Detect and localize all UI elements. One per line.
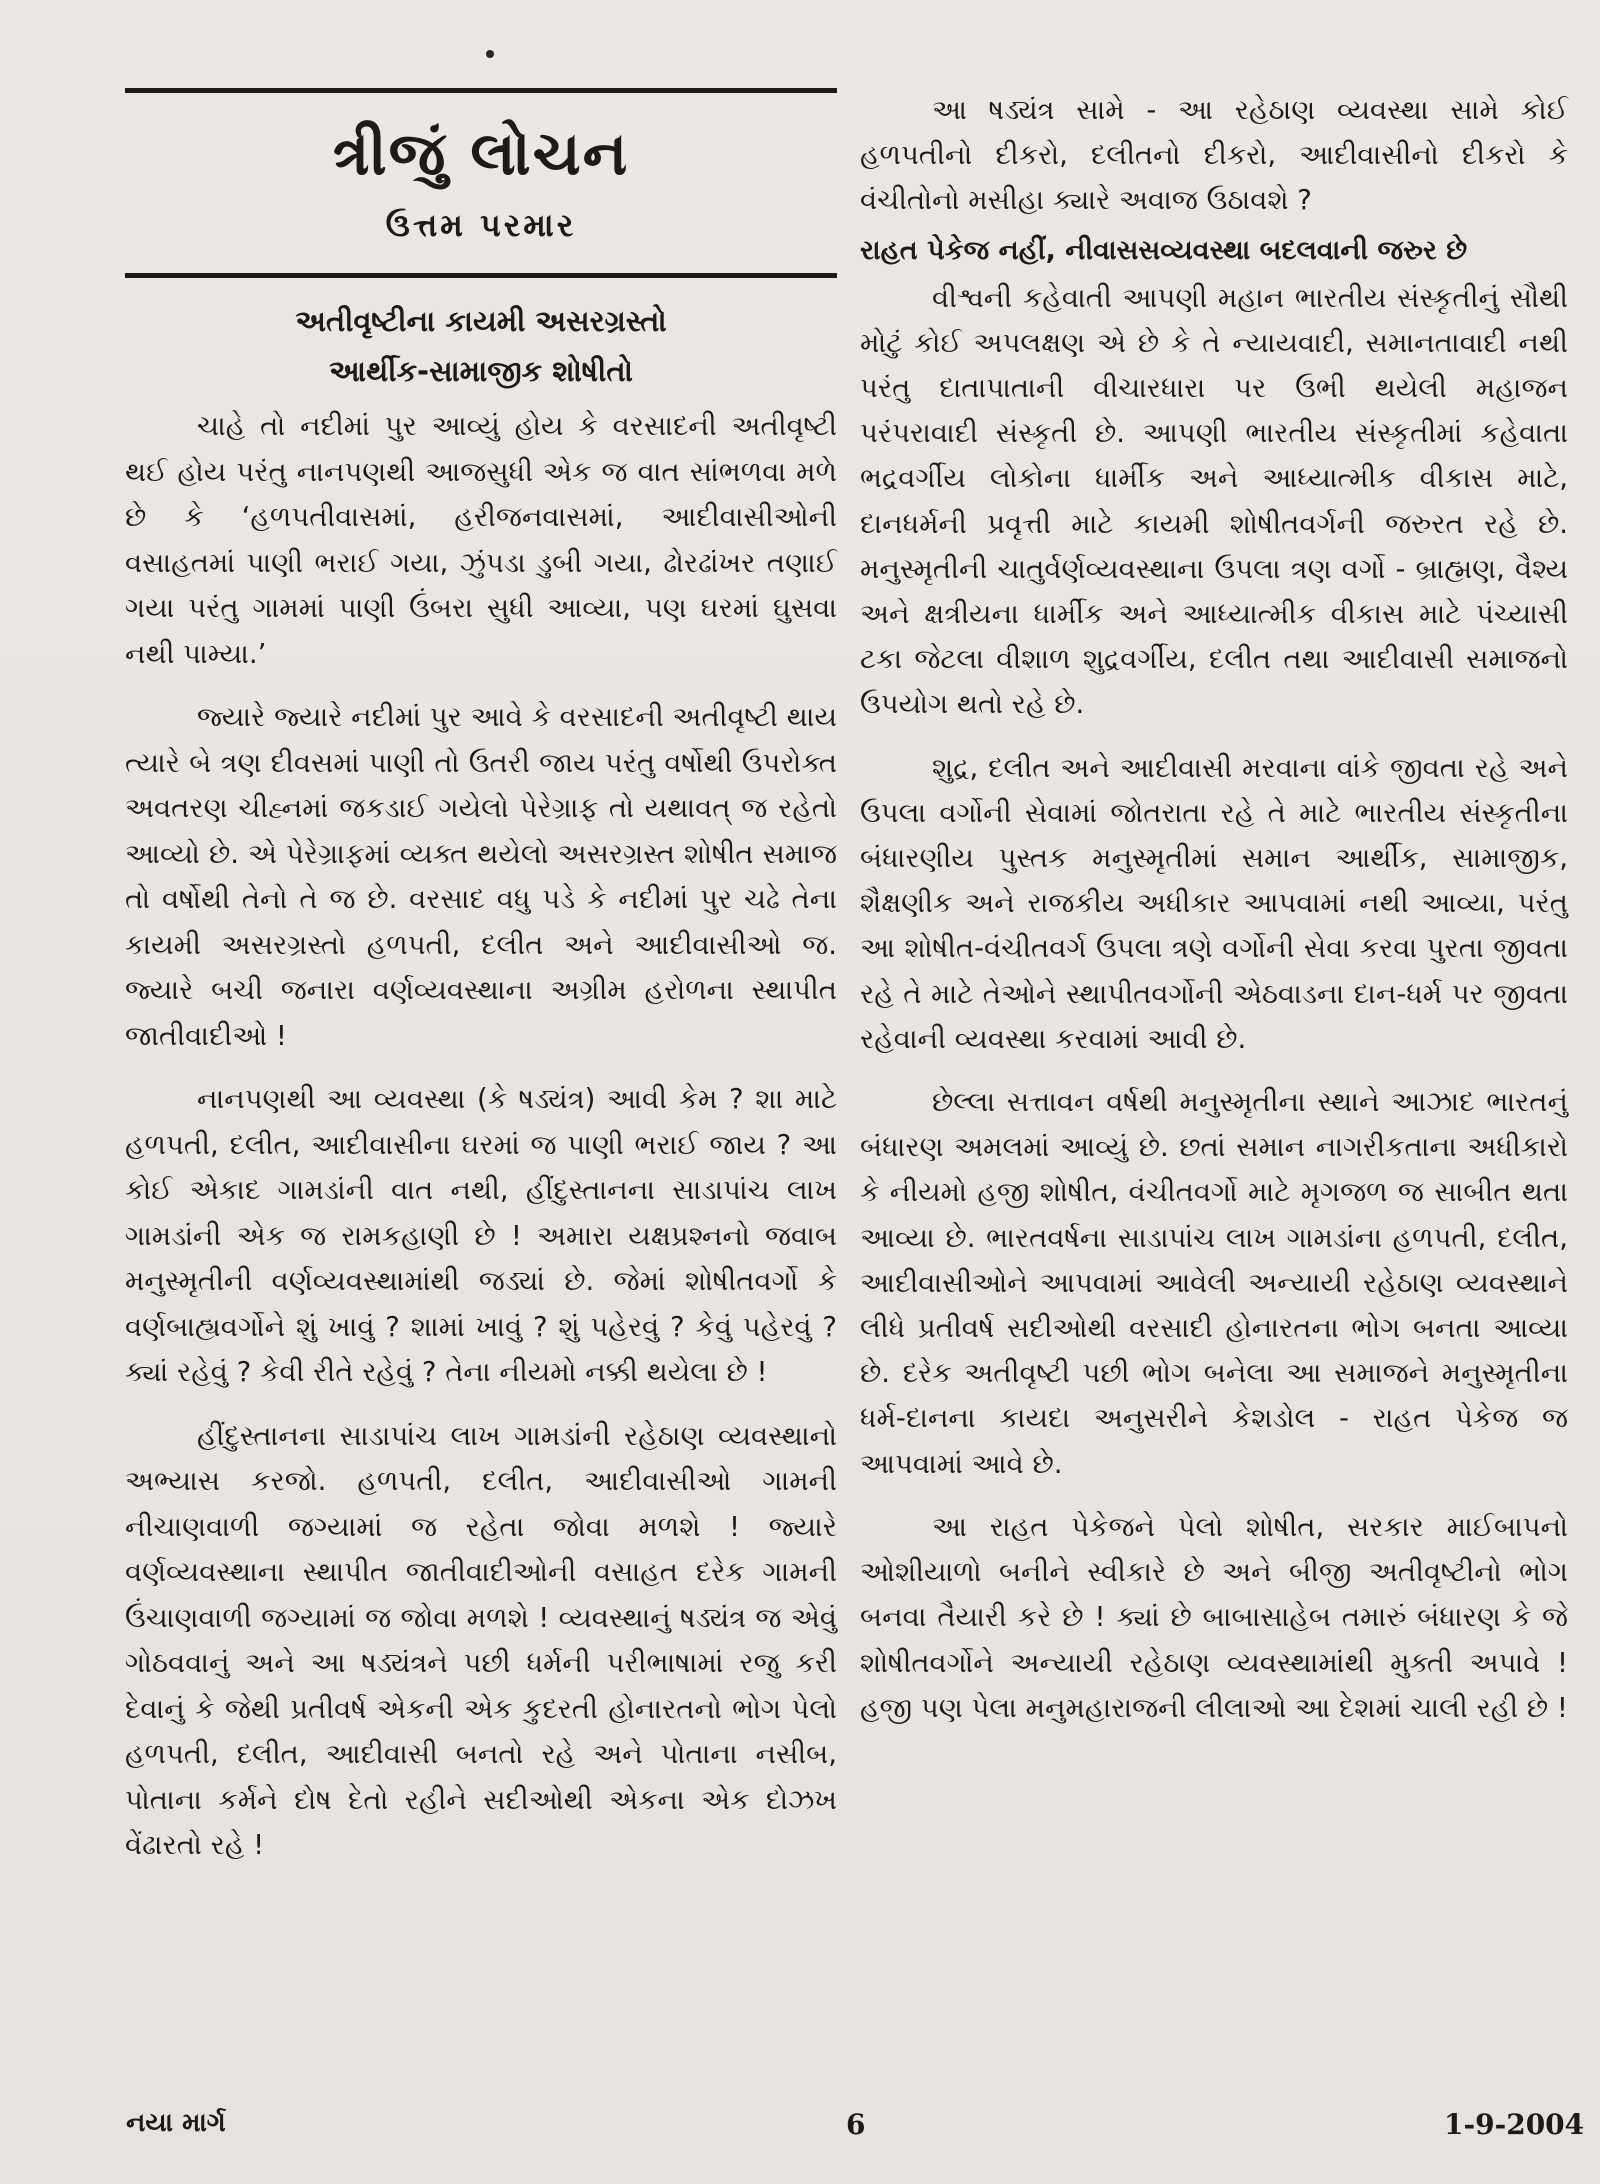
- issue-date: 1-9-2004: [1444, 2108, 1585, 2141]
- article-subhead-1: અતીવૃષ્ટીના કાયમી અસરગ્રસ્તો: [295, 304, 667, 338]
- page-number: 6: [846, 2108, 866, 2141]
- left-paragraph-4: હીંદુસ્તાનના સાડાપાંચ લાખ ગામડાંની રહેઠાણ વ્યવસ્થાનો અભ્યાસ કરજો. હળપતી, દલીત, આદીવાસીઓ ગામની નીચાણવાળી જગ્યામાં જ રહેતા જોવા મળશે ! જ્યારે વર્ણવ્યવસ્થાના સ્થાપીત જાતીવાદીઓની વસાહત દરેક ગામની ઉંચાણવાળી જગ્યામાં જ જોવા મળશે ! વ્યવસ્થાનું ષડ્યંત્ર જ એવું ગોઠવવાનું અને આ ષડ્યંત્રને પછી ધર્મની પરીભાષામાં રજુ કરી દેવાનું કે જેથી પ્રતીવર્ષ એકની એક કુદરતી હોનારતનો ભોગ પેલો હળપતી, દલીત, આદીવાસી બનતો રહે અને પોતાના નસીબ, પોતાના કર્મને દોષ દેતો રહીને સદીઓથી એકના એક દોઝખ વેંઢારતો રહે !: [125, 1419, 837, 1861]
- header-bottom-rule: [125, 273, 837, 278]
- left-column: [125, 88, 837, 1869]
- right-column: [860, 88, 1568, 1731]
- right-paragraph-3: છેલ્લા સત્તાવન વર્ષથી મનુસ્મૃતીના સ્થાને આઝાદ ભારતનું બંધારણ અમલમાં આવ્યું છે. છતાં સમાન નાગરીકતાના અધીકારો કે નીયમો હજી શોષીત, વંચીતવર્ગો માટે મૃગજળ જ સાબીત થતા આવ્યા છે. ભારતવર્ષના સાડાપાંચ લાખ ગામડાંના હળપતી, દલીત, આદીવાસીઓને આપવામાં આવેલી અન્યાયી રહેઠાણ વ્યવસ્થાને લીધે પ્રતીવર્ષ સદીઓથી વરસાદી હોનારતના ભોગ બનતા આવ્યા છે. દરેક અતીવૃષ્ટી પછી ભોગ બનેલા આ સમાજને મનુસ્મૃતીના ધર્મ-દાનના કાયદા અનુસરીને કેશડોલ - રાહત પેકેજ જ આપવામાં આવે છે.: [860, 1086, 1568, 1480]
- right-paragraph-1: વીશ્વની કહેવાતી આપણી મહાન ભારતીય સંસ્કૃતીનું સૌથી મોટું કોઈ અપલક્ષણ એ છે કે તે ન્યાયવાદી, સમાનતાવાદી નથી પરંતુ દાતાપાતાની વીચારધારા પર ઉભી થયેલી મહાજન પરંપરાવાદી સંસ્કૃતી છે. આપણી ભારતીય સંસ્કૃતીમાં કહેવાતા ભદ્રવર્ગીય લોકોના ધાર્મીક અને આધ્યાત્મીક વીકાસ માટે, દાનધર્મની પ્રવૃત્તી માટે કાયમી શોષીતવર્ગની જરુરત રહે છે. મનુસ્મૃતીની ચાતુર્વર્ણવ્યવસ્થાના ઉપલા ત્રણ વર્ગો - બ્રાહ્મણ, વૈશ્ય અને ક્ષત્રીયના ધાર્મીક અને આધ્યાત્મીક વીકાસ માટે પંચ્યાસી ટકા જેટલા વીશાળ શુદ્રવર્ગીય, દલીત તથા આદીવાસી સમાજનો ઉપયોગ થતો રહે છે.: [860, 281, 1568, 721]
- article-subhead-2: આર્થીક-સામાજીક શોષીતો: [329, 354, 633, 388]
- header-top-rule: [125, 88, 837, 93]
- left-paragraph-1: ચાહે તો નદીમાં પુર આવ્યું હોય કે વરસાદની અતીવૃષ્ટી થઈ હોય પરંતુ નાનપણથી આજસુધી એક જ વાત સાંભળવા મળે છે કે ‘હળપતીવાસમાં, હરીજનવાસમાં, આદીવાસીઓની વસાહતમાં પાણી ભરાઈ ગયા, ઝુંપડા ડુબી ગયા, ઢોરઢાંખર તણાઈ ગયા પરંતુ ગામમાં પાણી ઉંબરા સુધી આવ્યા, પણ ઘરમાં ઘુસવા નથી પામ્યા.’: [125, 410, 837, 670]
- column-title: ત્રીજું લોચન: [332, 119, 630, 189]
- publication-name: નયા માર્ગ: [126, 2108, 226, 2138]
- page-footer: [0, 2102, 1600, 2142]
- left-paragraph-3: નાનપણથી આ વ્યવસ્થા (કે ષડ્યંત્ર) આવી કેમ ? શા માટે હળપતી, દલીત, આદીવાસીના ઘરમાં જ પાણી ભરાઈ જાય ? આ કોઈ એકાદ ગામડાંની વાત નથી, હીંદુસ્તાનના સાડાપાંચ લાખ ગામડાંની એક જ રામકહાણી છે ! અમારા યક્ષપ્રશ્નનો જવાબ મનુસ્મૃતીની વર્ણવ્યવસ્થામાંથી જડ્યાં છે. જેમાં શોષીતવર્ગો કે વર્ણબાહ્યવર્ગોને શું ખાવું ? શામાં ખાવું ? શું પહેરવું ? કેવું પહેરવું ? ક્યાં રહેવું ? કેવી રીતે રહેવું ? તેના નીયમો નક્કી થયેલા છે !: [125, 1083, 837, 1388]
- right-subhead: રાહત પેકેજ નહીં, નીવાસસવ્યવસ્થા બદલવાની જરુર છે: [860, 234, 1468, 266]
- author-name: ઉત્તમ પરમાર: [385, 206, 577, 244]
- left-paragraph-2: જ્યારે જ્યારે નદીમાં પુર આવે કે વરસાદની અતીવૃષ્ટી થાય ત્યારે બે ત્રણ દીવસમાં પાણી તો ઉતરી જાય પરંતુ વર્ષોથી ઉપરોક્ત અવતરણ ચીહ્નમાં જકડાઈ ગયેલો પેરેગ્રાફ તો યથાવત્ જ રહેતો આવ્યો છે. એ પેરેગ્રાફમાં વ્યક્ત થયેલો અસરગ્રસ્ત શોષીત સમાજ તો વર્ષોથી તેનો તે જ છે. વરસાદ વધુ પડે કે નદીમાં પુર ચઢે તેના કાયમી અસરગ્રસ્તો હળપતી, દલીત અને આદીવાસીઓ જ. જ્યારે બચી જનારા વર્ણવ્યવસ્થાના અગ્રીમ હરોળના સ્થાપીત જાતીવાદીઓ !: [125, 701, 837, 1052]
- right-paragraph-4: આ રાહત પેકેજને પેલો શોષીત, સરકાર માઈબાપનો ઓશીયાળો બનીને સ્વીકારે છે અને બીજી અતીવૃષ્ટીનો ભોગ બનવા તૈયારી કરે છે ! ક્યાં છે બાબાસાહેબ તમારું બંધારણ કે જે શોષીતવર્ગોને અન્યાયી રહેઠાણ વ્યવસ્થામાંથી મુક્તી અપાવે ! હજી પણ પેલા મનુમહારાજની લીલાઓ આ દેશમાં ચાલી રહી છે !: [860, 1510, 1568, 1724]
- right-intro-paragraph: આ ષડ્યંત્ર સામે - આ રહેઠાણ વ્યવસ્થા સામે કોઈ હળપતીનો દીકરો, દલીતનો દીકરો, આદીવાસીનો દીકરો કે વંચીતોનો મસીહા ક્યારે અવાજ ઉઠાવશે ?: [860, 94, 1568, 217]
- print-speck: [486, 50, 494, 58]
- right-paragraph-2: શુદ્ર, દલીત અને આદીવાસી મરવાના વાંકે જીવતા રહે અને ઉપલા વર્ગોની સેવામાં જોતરાતા રહે તે માટે ભારતીય સંસ્કૃતીના બંધારણીય પુસ્તક મનુસ્મૃતીમાં સમાન આર્થીક, સામાજીક, શૈક્ષણીક અને રાજકીય અધીકાર આપવામાં નથી આવ્યા, પરંતુ આ શોષીત-વંચીતવર્ગ ઉપલા ત્રણે વર્ગોની સેવા કરવા પુરતા જીવતા રહે તે માટે તેઓને સ્થાપીતવર્ગોની એઠવાડના દાન-ધર્મ પર જીવતા રહેવાની વ્યવસ્થા કરવામાં આવી છે.: [860, 751, 1568, 1055]
